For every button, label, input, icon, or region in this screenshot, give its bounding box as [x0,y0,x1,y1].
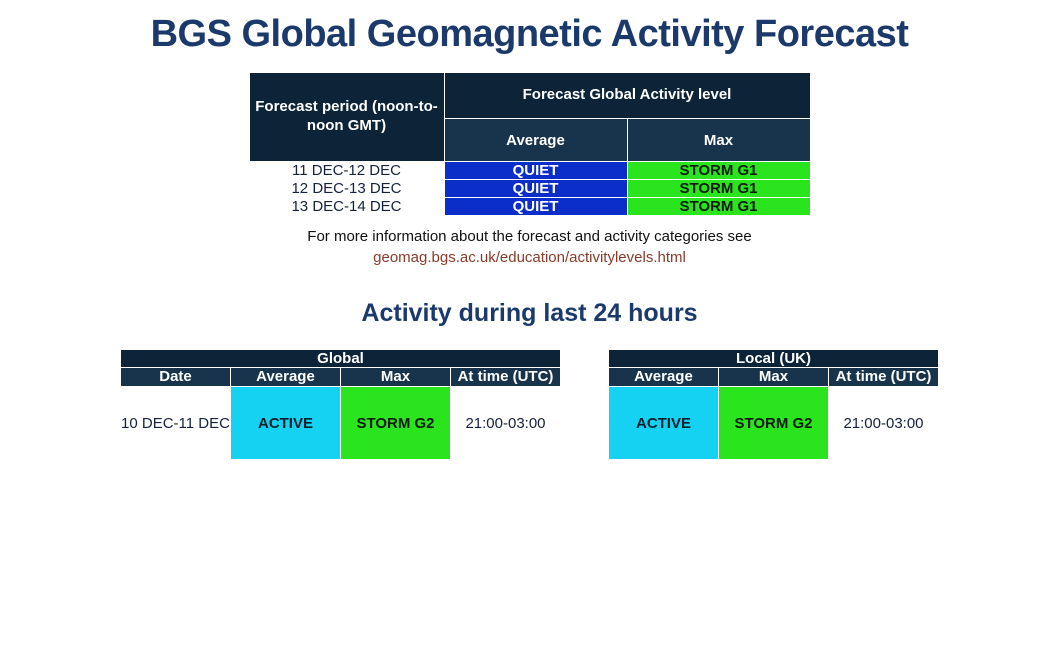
recent-date-header: Date [121,367,231,387]
info-block [0,228,1059,266]
recent-global-average-cell: ACTIVE [231,387,341,460]
recent-local-time-header: At time (UTC) [829,367,939,387]
recent-local-group-header: Local (UK) [609,349,939,367]
recent-spacer-column [561,349,609,460]
forecast-period-cell: 12 DEC-13 DEC [249,179,444,197]
forecast-average-cell: QUIET [444,179,627,197]
recent-table-container [0,349,1059,461]
recent-global-group-header: Global [121,349,561,367]
recent-local-average-header: Average [609,367,719,387]
forecast-average-cell: QUIET [444,197,627,215]
table-row [249,197,810,215]
forecast-table-container [0,72,1059,216]
page-title: BGS Global Geomagnetic Activity Forecast [150,13,909,55]
recent-local-max-header: Max [719,367,829,387]
recent-global-max-cell: STORM G2 [341,387,451,460]
recent-global-average-header: Average [231,367,341,387]
forecast-max-cell: STORM G1 [627,161,810,179]
recent-global-time-header: At time (UTC) [451,367,561,387]
forecast-average-header: Average [444,119,627,161]
table-row [121,367,939,387]
recent-date-cell: 10 DEC-11 DEC [121,387,231,460]
table-row [249,72,810,119]
forecast-period-cell: 11 DEC-12 DEC [249,161,444,179]
recent-global-time-cell: 21:00-03:00 [451,387,561,460]
forecast-max-cell: STORM G1 [627,179,810,197]
recent-local-max-cell: STORM G2 [719,387,829,460]
table-row [249,179,810,197]
forecast-period-cell: 13 DEC-14 DEC [249,197,444,215]
activity-levels-link[interactable]: geomag.bgs.ac.uk/education/activitylevels.html [373,248,686,266]
info-text: For more information about the forecast and activity categories see [307,227,752,245]
recent-activity-title: Activity during last 24 hours [361,298,698,327]
forecast-max-cell: STORM G1 [627,197,810,215]
forecast-table [249,72,811,216]
table-row [121,387,939,460]
recent-activity-table [120,349,939,461]
forecast-average-cell: QUIET [444,161,627,179]
forecast-max-header: Max [627,119,810,161]
recent-local-time-cell: 21:00-03:00 [829,387,939,460]
table-row [121,349,939,367]
table-row [249,161,810,179]
recent-local-average-cell: ACTIVE [609,387,719,460]
forecast-group-header: Forecast Global Activity level [444,72,810,119]
forecast-period-header: Forecast period (noon-to-noon GMT) [249,72,444,161]
recent-global-max-header: Max [341,367,451,387]
